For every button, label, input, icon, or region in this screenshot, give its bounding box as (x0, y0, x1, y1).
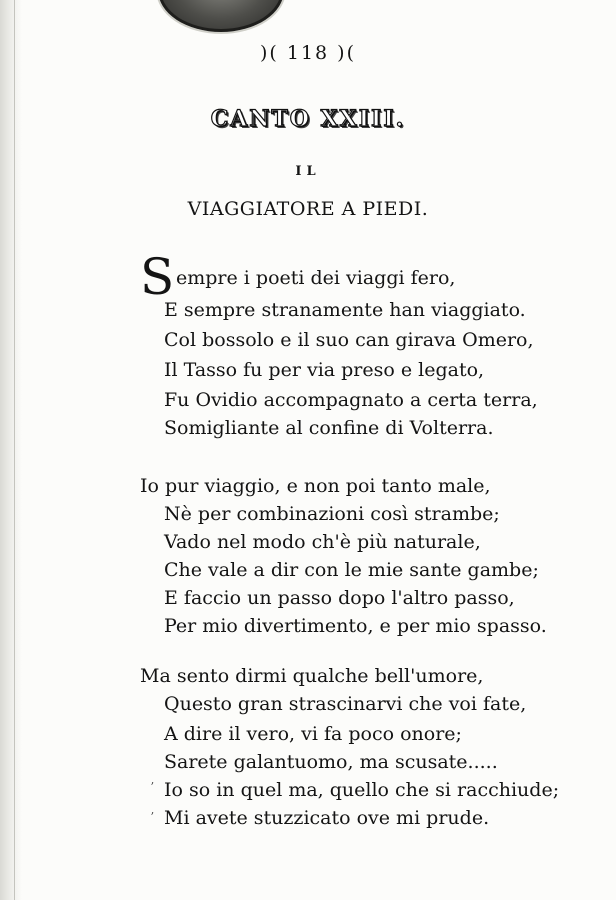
verse-line: Io so in quel ma, quello che si racchiude; (164, 779, 560, 801)
verse-line: Il Tasso fu per via preso e legato, (164, 359, 485, 381)
margin-mark: ʼ (150, 780, 154, 794)
verse-line: A dire il vero, vi fa poco onore; (164, 723, 462, 745)
verse-line: Per mio divertimento, e per mio spasso. (164, 615, 547, 637)
verse-line: Fu Ovidio accompagnato a certa terra, (164, 389, 538, 411)
verse-line: Sarete galantuomo, ma scusate..... (164, 751, 498, 773)
margin-mark: ʼ (150, 810, 154, 824)
page-number: )( 118 )( (260, 42, 356, 64)
verse-line: Questo gran strascinarvi che voi fate, (164, 693, 527, 715)
verse-line: empre i poeti dei viaggi fero, (176, 267, 456, 289)
verse-line: Io pur viaggio, e non poi tanto male, (140, 475, 491, 497)
verse-line: Vado nel modo ch'è più naturale, (164, 531, 481, 553)
verse-line: Col bossolo e il suo can girava Omero, (164, 329, 534, 351)
verse-line: Mi avete stuzzicato ove mi prude. (164, 807, 490, 829)
verse-line: Nè per combinazioni così strambe; (164, 503, 500, 525)
drop-cap: S (140, 248, 175, 306)
page-binding-edge (0, 0, 22, 900)
page-gutter-line (14, 0, 15, 900)
verse-line: Somigliante al confine di Volterra. (164, 417, 494, 439)
poem-title: VIAGGIATORE A PIEDI. (187, 198, 429, 220)
verse-line: E sempre stranamente han viaggiato. (164, 299, 526, 321)
title-article: IL (295, 164, 321, 179)
verse-line: Che vale a dir con le mie sante gambe; (164, 559, 539, 581)
verse-line: Ma sento dirmi qualche bell'umore, (140, 665, 484, 687)
canto-heading: CANTO XXIII. (210, 106, 406, 132)
library-stamp (158, 0, 284, 32)
verse-line: E faccio un passo dopo l'altro passo, (164, 587, 515, 609)
